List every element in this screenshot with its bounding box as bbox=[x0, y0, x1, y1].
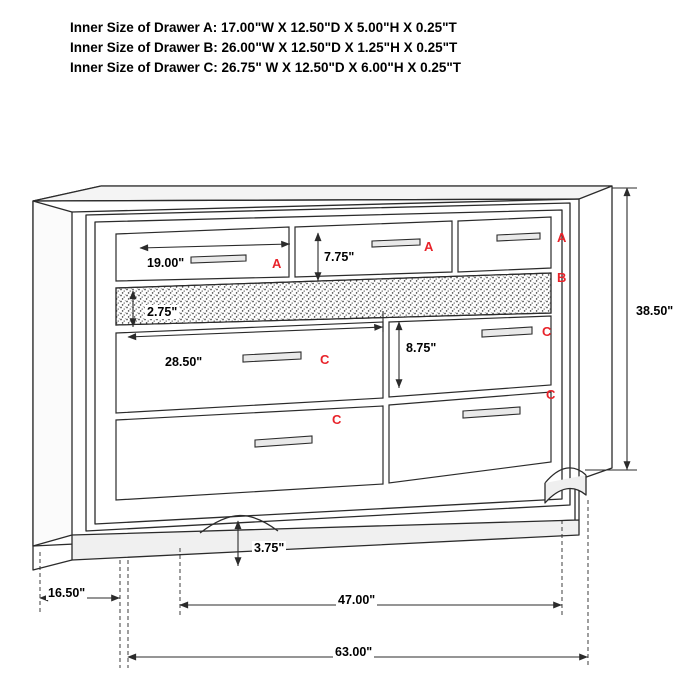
dim-label-63-00: 63.00" bbox=[335, 645, 373, 659]
dim-label-19: 19.00" bbox=[147, 256, 185, 270]
drawer-tag-a-right: A bbox=[557, 230, 567, 245]
dim-label-8-75: 8.75" bbox=[406, 341, 437, 355]
dim-label-16-50: 16.50" bbox=[48, 586, 86, 600]
spec-line-drawer-a: Inner Size of Drawer A: 17.00"W X 12.50"D X 5.00"H X 0.25"T bbox=[70, 20, 457, 35]
dim-label-7-75: 7.75" bbox=[324, 250, 355, 264]
spec-line-drawer-b: Inner Size of Drawer B: 26.00"W X 12.50"D X 1.25"H X 0.25"T bbox=[70, 40, 458, 55]
dim-label-47-00: 47.00" bbox=[338, 593, 376, 607]
drawer-tag-a-left: A bbox=[272, 256, 282, 271]
drawer-tag-c-right-upper: C bbox=[542, 324, 552, 339]
drawer-tag-c-right-lower: C bbox=[546, 387, 556, 402]
drawer-tag-b-right: B bbox=[557, 270, 567, 285]
dim-label-3-75: 3.75" bbox=[254, 541, 285, 555]
dim-label-2-75: 2.75" bbox=[147, 305, 178, 319]
drawer-tag-c-lower: C bbox=[332, 412, 342, 427]
dim-label-28-50: 28.50" bbox=[165, 355, 203, 369]
spec-line-drawer-c: Inner Size of Drawer C: 26.75" W X 12.50"D X 6.00"H X 0.25"T bbox=[70, 60, 462, 75]
drawer-tag-a-mid: A bbox=[424, 239, 434, 254]
drawer-tag-c-mid: C bbox=[320, 352, 330, 367]
dim-label-38-50: 38.50" bbox=[636, 304, 674, 318]
